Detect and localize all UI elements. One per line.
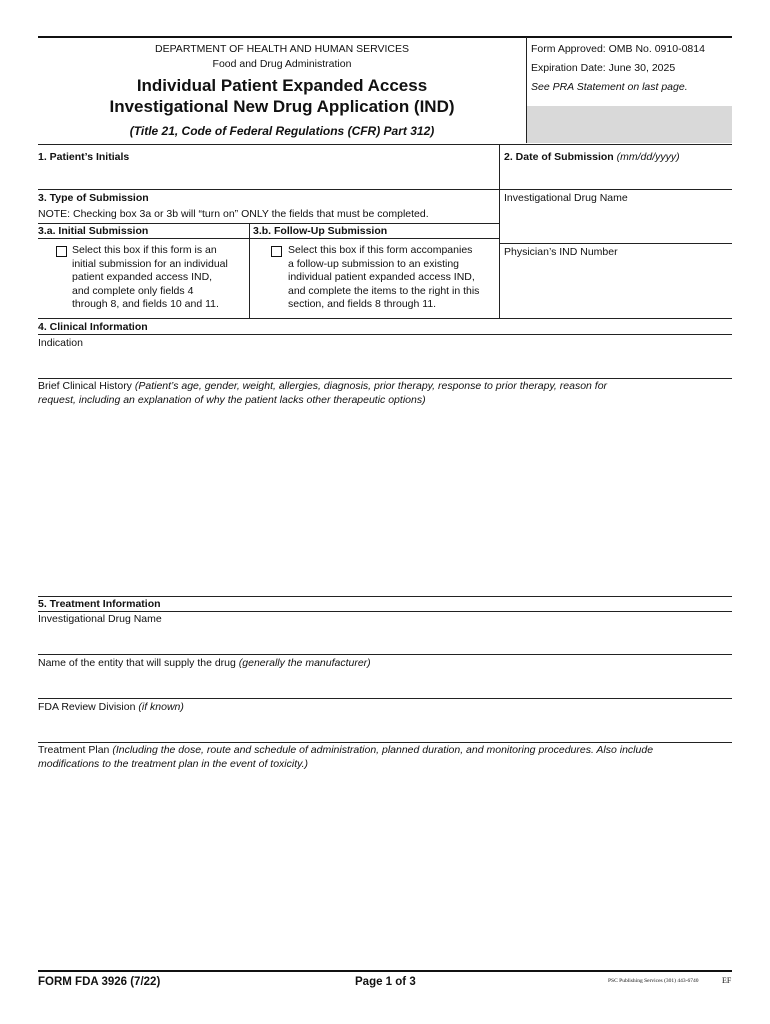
- form-number: FORM FDA 3926 (7/22): [38, 976, 161, 988]
- divider: [38, 223, 499, 224]
- follow-up-submission-text: Select this box if this form accompanies a follow-up submission to an existing individual patient expanded access IND, and complete the items to the right in this section, and fields 8 through 11.: [288, 244, 480, 310]
- ef-mark: EF: [722, 976, 732, 985]
- divider: [38, 611, 732, 612]
- physicians-ind-number-field[interactable]: [504, 262, 728, 312]
- indication-label: Indication: [38, 337, 83, 349]
- publisher-credit: PSC Publishing Services (301) 443-6740: [608, 978, 699, 984]
- follow-up-submission-checkbox[interactable]: [271, 246, 282, 257]
- supplying-entity-field[interactable]: [40, 672, 730, 696]
- initial-submission-checkbox[interactable]: [56, 246, 67, 257]
- investigational-drug-name-label: Investigational Drug Name: [38, 613, 162, 625]
- treatment-plan-field[interactable]: [40, 774, 730, 966]
- investigational-drug-name-field[interactable]: [40, 628, 730, 652]
- clinical-history-field[interactable]: [40, 410, 730, 594]
- follow-up-submission-label: 3.b. Follow-Up Submission: [253, 225, 388, 237]
- agency-name: Food and Drug Administration: [212, 58, 352, 70]
- supplying-entity-label: Name of the entity that will supply the drug (generally the manufacturer): [38, 657, 371, 669]
- divider: [38, 698, 732, 699]
- form-subtitle: (Title 21, Code of Federal Regulations (CFR) Part 312): [129, 124, 435, 138]
- form-title-line1: Individual Patient Expanded Access: [136, 76, 428, 95]
- fda-use-box: [527, 106, 732, 143]
- treatment-plan-label: Treatment Plan (Including the dose, route and schedule of administration, planned duration, and monitoring procedures. Also include modifications to the treatment plan in the event of toxicity.): [38, 744, 654, 770]
- fda-review-division-field[interactable]: [40, 716, 730, 740]
- expiration-date: Expiration Date: June 30, 2025: [531, 62, 676, 74]
- department-name: DEPARTMENT OF HEALTH AND HUMAN SERVICES: [155, 43, 409, 55]
- type-of-submission-note: NOTE: Checking box 3a or 3b will “turn on” ONLY the fields that must be completed.: [38, 208, 429, 220]
- divider: [38, 378, 732, 379]
- treatment-information-label: 5. Treatment Information: [38, 598, 161, 610]
- physicians-ind-number-label: Physician’s IND Number: [504, 246, 618, 258]
- patient-initials-field[interactable]: [40, 166, 495, 186]
- date-of-submission-field[interactable]: [504, 166, 728, 186]
- clinical-information-label: 4. Clinical Information: [38, 321, 148, 333]
- indication-field[interactable]: [40, 352, 730, 376]
- bottom-border: [38, 970, 732, 972]
- type-of-submission-label: 3. Type of Submission: [38, 192, 149, 204]
- initial-submission-text: Select this box if this form is an initial submission for an individual patient expanded access IND, and complete only fields 4 through 8, and fields 10 and 11.: [72, 244, 228, 310]
- column-divider: [499, 144, 500, 318]
- investigational-drug-name-label: Investigational Drug Name: [504, 192, 628, 204]
- divider: [38, 596, 732, 597]
- date-of-submission-label: 2. Date of Submission (mm/dd/yyyy): [504, 151, 680, 163]
- pra-statement: See PRA Statement on last page.: [531, 81, 688, 93]
- clinical-history-label: Brief Clinical History (Patient’s age, gender, weight, allergies, diagnosis, prior therapy, response to prior therapy, reason for request, including an explanation of why the patient lacks other therapeutic options): [38, 380, 608, 406]
- divider: [500, 243, 732, 244]
- divider: [38, 654, 732, 655]
- form-title-line2: Investigational New Drug Application (IND): [109, 97, 455, 116]
- investigational-drug-name-field[interactable]: [504, 206, 728, 242]
- divider: [38, 318, 732, 319]
- top-border: [38, 36, 732, 38]
- patient-initials-label: 1. Patient’s Initials: [38, 151, 130, 163]
- divider: [38, 238, 499, 239]
- divider: [38, 144, 732, 145]
- divider: [38, 334, 732, 335]
- fda-review-division-label: FDA Review Division (if known): [38, 701, 184, 713]
- initial-submission-label: 3.a. Initial Submission: [38, 225, 149, 237]
- page-number: Page 1 of 3: [355, 976, 416, 988]
- divider: [38, 189, 732, 190]
- omb-number: Form Approved: OMB No. 0910-0814: [531, 43, 705, 55]
- divider: [38, 742, 732, 743]
